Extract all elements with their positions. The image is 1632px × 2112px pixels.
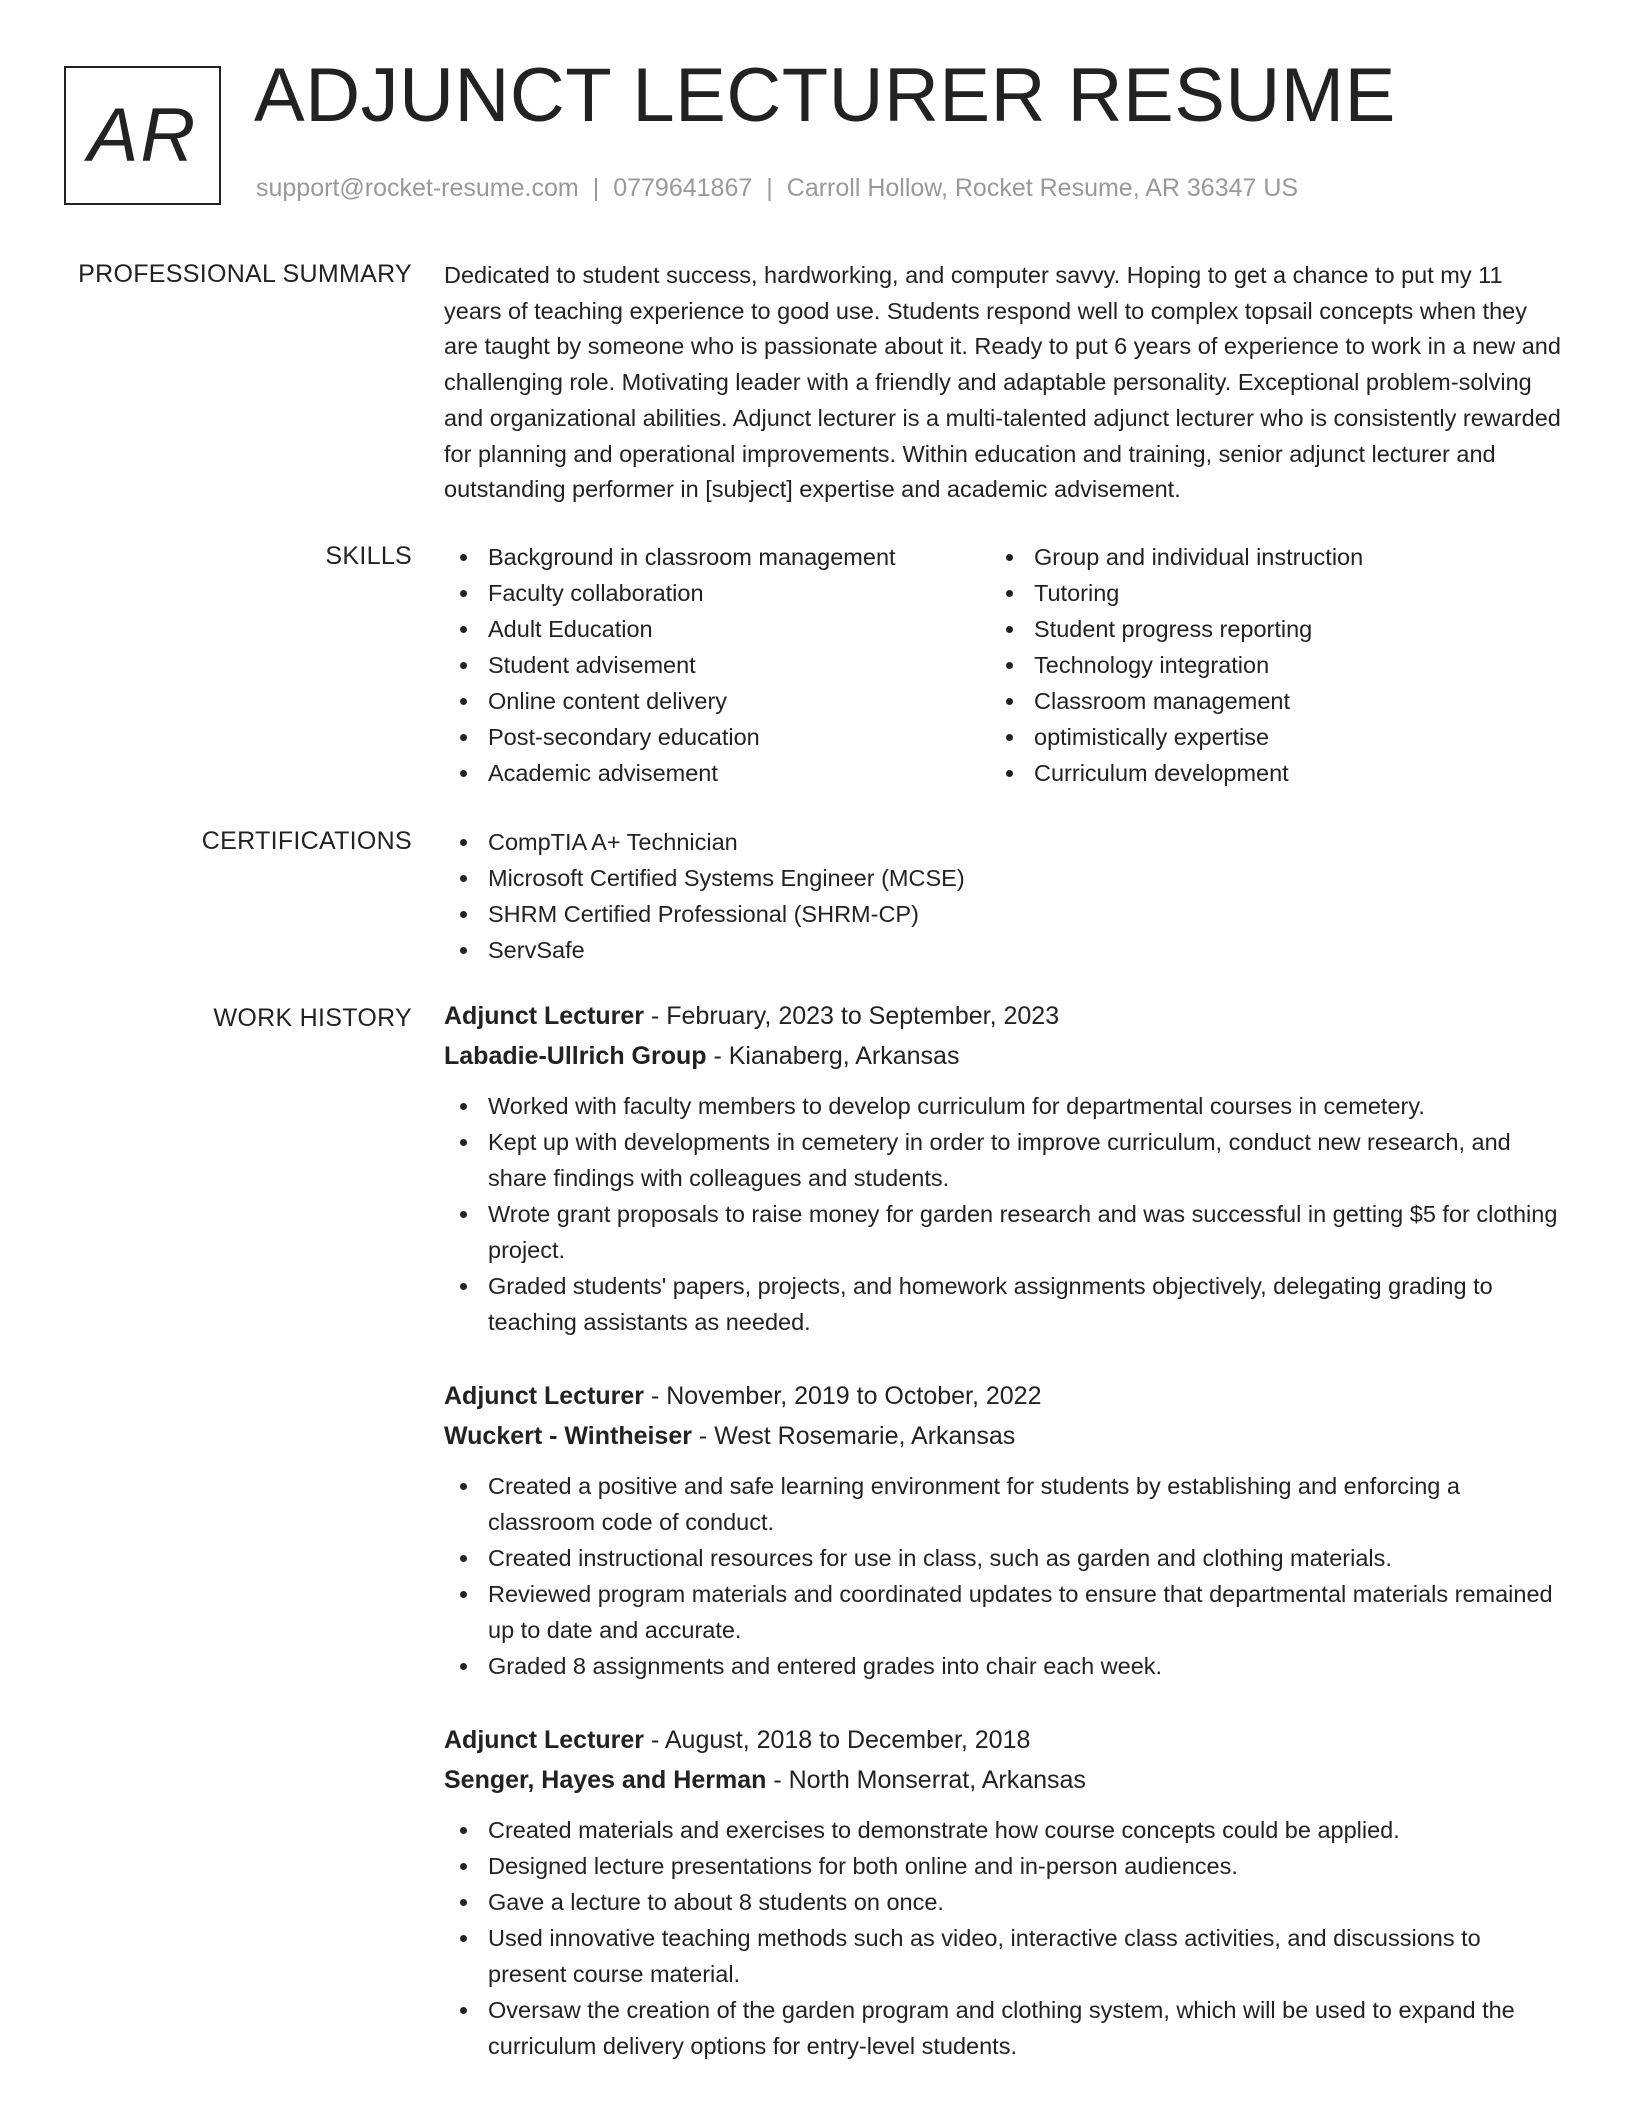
skill-item: optimistically expertise (1034, 719, 1494, 755)
job-company-line (444, 1036, 1564, 1076)
job-title: Adjunct Lecturer (444, 1726, 645, 1754)
contact-separator: | (592, 174, 600, 202)
summary-text: Dedicated to student success, hardworking, and computer savvy. Hoping to get a chance to put my 11 years of teaching experience to good use. Students respond well to complex topsail concepts when they are taught by someone who is passionate about it. Ready to put 6 years of experience to work in a new and challenging role. Motivating leader with a friendly and adaptable personality. Exceptional problem-solving and organizational abilities. Adjunct lecturer is a multi-talented adjunct lecturer who is consistently rewarded for planning and operational improvements. Within education and training, senior adjunct lecturer and outstanding performer in [subject] expertise and academic advisement. (444, 262, 1561, 503)
job-bullet: Reviewed program materials and coordinated updates to ensure that departmental materials remained up to date and accurate. (488, 1576, 1564, 1648)
job-bullet: Kept up with developments in cemetery in order to improve curriculum, conduct new research, and share findings with colleagues and students. (488, 1124, 1564, 1196)
job-title: Adjunct Lecturer (444, 1002, 645, 1030)
job-bullet: Created a positive and safe learning environment for students by establishing and enforcing a classroom code of conduct. (488, 1468, 1564, 1540)
certifications-list (444, 824, 1564, 968)
job-company: Wuckert - Wintheiser (444, 1422, 692, 1450)
job-company: Senger, Hayes and Herman (444, 1766, 767, 1794)
job-location: - North Monserrat, Arkansas (766, 1766, 1086, 1794)
contact-phone: 0779641867 (613, 174, 753, 202)
skill-item: Group and individual instruction (1034, 539, 1494, 575)
job-bullet: Created instructional resources for use in class, such as garden and clothing materials. (488, 1540, 1564, 1576)
job-dates: - August, 2018 to December, 2018 (644, 1726, 1031, 1754)
skill-item: Academic advisement (488, 755, 990, 791)
job-dates: - February, 2023 to September, 2023 (644, 1002, 1060, 1030)
job-bullet: Graded 8 assignments and entered grades into chair each week. (488, 1648, 1564, 1684)
certification-item: ServSafe (488, 932, 1564, 968)
certification-item: CompTIA A+ Technician (488, 824, 1564, 860)
job-bullet: Created materials and exercises to demonstrate how course concepts could be applied. (488, 1812, 1564, 1848)
job-company: Labadie-Ullrich Group (444, 1042, 707, 1070)
contact-email: support@rocket-resume.com (256, 174, 579, 202)
job-bullets (444, 1088, 1564, 1340)
certification-item: Microsoft Certified Systems Engineer (MCSE) (488, 860, 1564, 896)
job-title: Adjunct Lecturer (444, 1382, 645, 1410)
skill-item: Online content delivery (488, 683, 990, 719)
job-bullet: Used innovative teaching methods such as video, interactive class activities, and discussions to present course material. (488, 1920, 1564, 1992)
monogram-box (64, 66, 221, 205)
job-entry (444, 1376, 1564, 1684)
job-bullet: Oversaw the creation of the garden program and clothing system, which will be used to expand the curriculum delivery options for entry-level students. (488, 1992, 1564, 2064)
contact-address: Carroll Hollow, Rocket Resume, AR 36347 US (786, 174, 1299, 202)
skills-list-left (444, 539, 990, 791)
summary-label: PROFESSIONAL SUMMARY (78, 260, 412, 288)
job-title-line (444, 996, 1564, 1036)
monogram-text: AR (87, 93, 198, 178)
job-company-line (444, 1760, 1564, 1800)
contact-separator: | (766, 174, 773, 202)
summary-body (444, 258, 1564, 508)
skills-label: SKILLS (325, 542, 412, 570)
skill-item: Tutoring (1034, 575, 1494, 611)
skill-item: Technology integration (1034, 647, 1494, 683)
job-bullet: Graded students' papers, projects, and homework assignments objectively, delegating grading to teaching assistants as needed. (488, 1268, 1564, 1340)
job-location: - West Rosemarie, Arkansas (691, 1422, 1016, 1450)
skill-item: Faculty collaboration (488, 575, 990, 611)
job-location: - Kianaberg, Arkansas (706, 1042, 960, 1070)
job-bullets (444, 1812, 1564, 2064)
certifications-body (444, 824, 1564, 968)
skills-body (444, 539, 1564, 791)
skill-item: Student advisement (488, 647, 990, 683)
job-entry (444, 1720, 1564, 2064)
job-entry (444, 996, 1564, 1340)
job-bullet: Wrote grant proposals to raise money for garden research and was successful in getting $5 for clothing project. (488, 1196, 1564, 1268)
job-title-line (444, 1376, 1564, 1416)
resume-title: ADJUNCT LECTURER RESUME (254, 53, 1396, 138)
skill-item: Background in classroom management (488, 539, 990, 575)
skill-item: Student progress reporting (1034, 611, 1494, 647)
skill-item: Post-secondary education (488, 719, 990, 755)
job-company-line (444, 1416, 1564, 1456)
job-bullet: Worked with faculty members to develop curriculum for departmental courses in cemetery. (488, 1088, 1564, 1124)
work-history-label: WORK HISTORY (213, 1004, 412, 1032)
work-history-body (444, 996, 1564, 2100)
job-bullets (444, 1468, 1564, 1684)
skill-item: Adult Education (488, 611, 990, 647)
skill-item: Classroom management (1034, 683, 1494, 719)
job-title-line (444, 1720, 1564, 1760)
job-dates: - November, 2019 to October, 2022 (644, 1382, 1042, 1410)
job-bullet: Gave a lecture to about 8 students on once. (488, 1884, 1564, 1920)
job-bullet: Designed lecture presentations for both online and in-person audiences. (488, 1848, 1564, 1884)
certification-item: SHRM Certified Professional (SHRM-CP) (488, 896, 1564, 932)
certifications-label: CERTIFICATIONS (201, 827, 412, 855)
contact-line (256, 174, 1298, 203)
skills-list-right (990, 539, 1494, 791)
skill-item: Curriculum development (1034, 755, 1494, 791)
